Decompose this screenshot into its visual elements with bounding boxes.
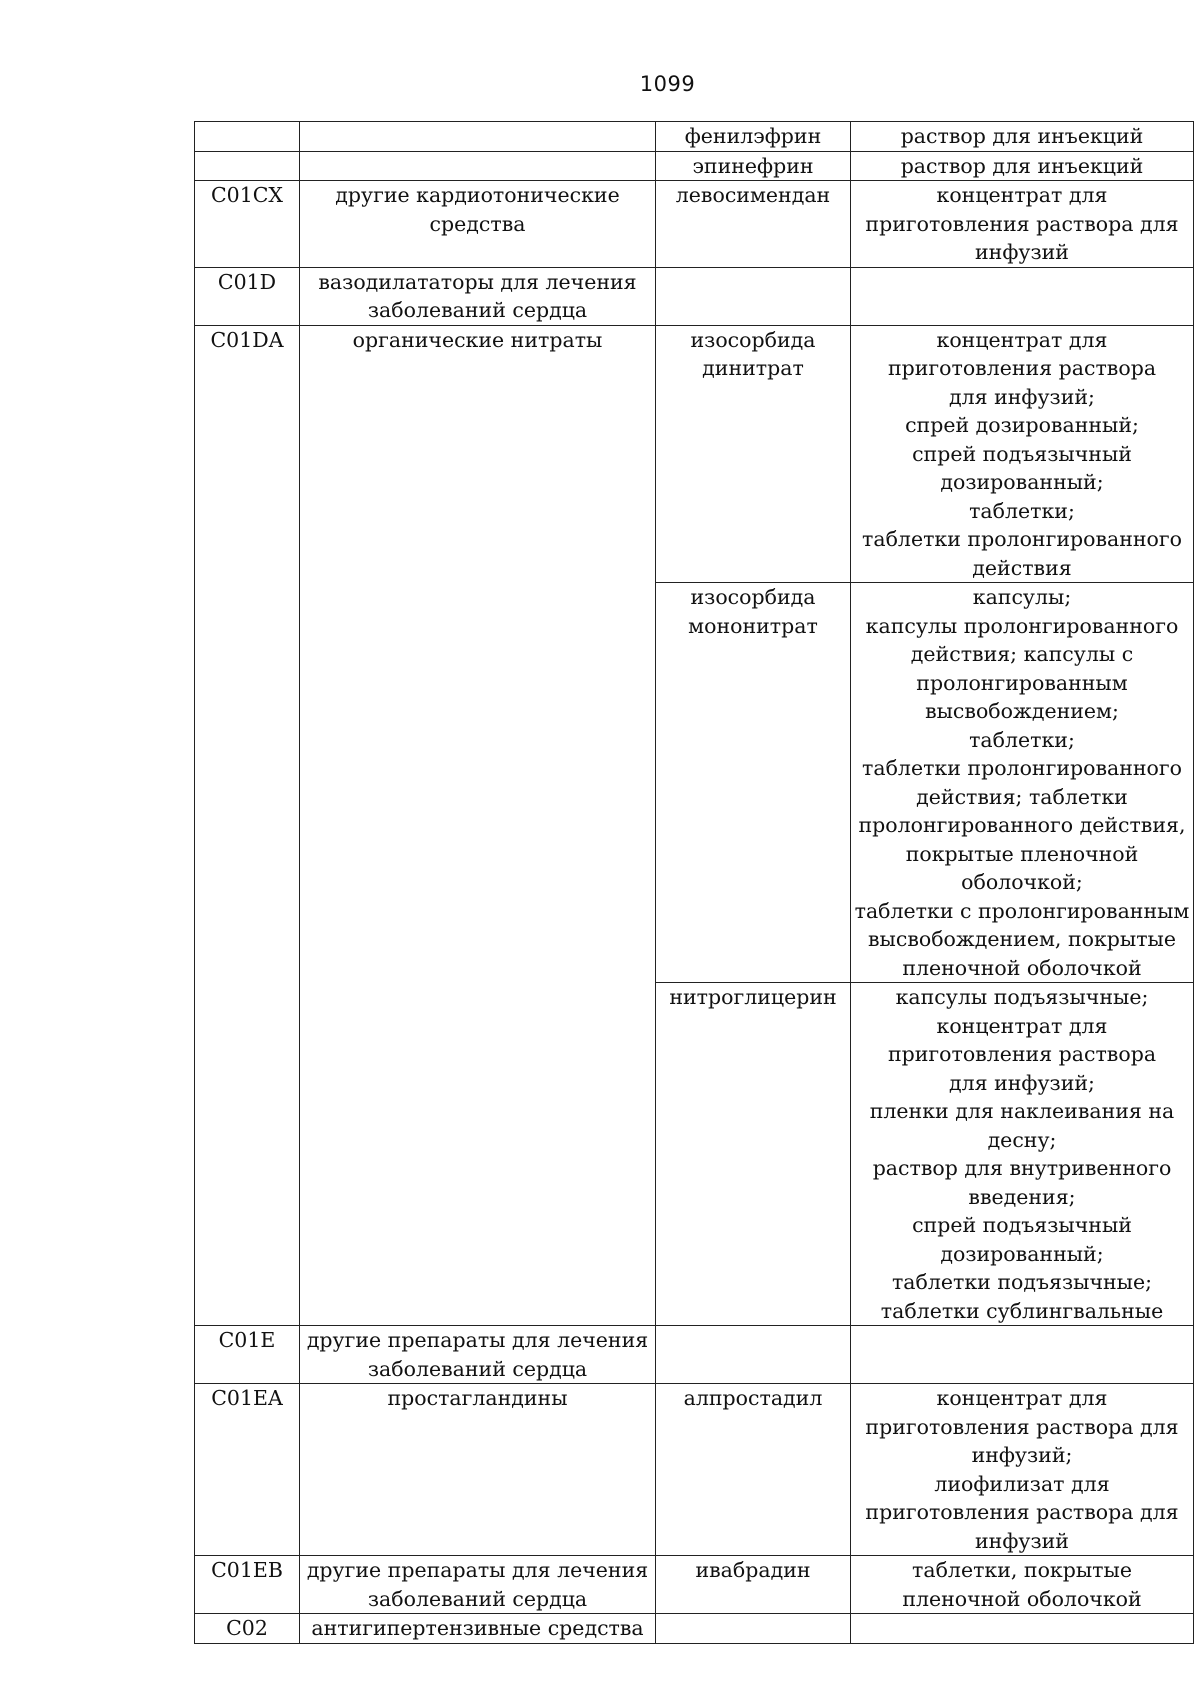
group-cell: другие препараты для лечения заболеваний сердца — [300, 1556, 656, 1614]
forms-cell — [851, 325, 1194, 583]
atc-code-cell: C01EB — [195, 1556, 300, 1614]
forms-cell — [851, 122, 1194, 152]
table-row — [195, 181, 1194, 268]
group-cell — [300, 151, 656, 181]
form-line: таблетки; — [969, 727, 1075, 752]
inn-cell: фенилэфрин — [656, 122, 851, 152]
form-line: таблетки, покрытые пленочной оболочкой — [902, 1558, 1142, 1611]
atc-code-cell: C01CX — [195, 181, 300, 268]
form-line: раствор для инъекций — [900, 153, 1144, 178]
form-line: пленки для наклеивания на десну; — [869, 1099, 1175, 1152]
inn-cell — [656, 1326, 851, 1384]
form-line: таблетки сублингвальные — [880, 1298, 1164, 1323]
table-row — [195, 1556, 1194, 1614]
table-row — [195, 267, 1194, 325]
form-line: раствор для внутривенного введения; — [872, 1156, 1172, 1209]
form-line: концентрат для приготовления раствора для инфузий — [865, 183, 1179, 264]
atc-code-cell: C01D — [195, 267, 300, 325]
table-row — [195, 151, 1194, 181]
form-line: капсулы; — [972, 585, 1072, 609]
inn-cell: изосорбида динитрат — [656, 325, 851, 583]
form-line: таблетки подъязычные; — [891, 1270, 1153, 1294]
inn-cell: ивабрадин — [656, 1556, 851, 1614]
atc-code-cell: C01E — [195, 1326, 300, 1384]
form-line: капсулы подъязычные; — [895, 985, 1149, 1009]
forms-cell — [851, 983, 1194, 1326]
form-line: таблетки с пролонгированным высвобождением, покрытые пленочной оболочкой — [854, 898, 1190, 980]
table-row — [195, 122, 1194, 152]
forms-cell — [851, 1556, 1194, 1614]
forms-cell — [851, 1384, 1194, 1556]
group-cell: другие препараты для лечения заболеваний сердца — [300, 1326, 656, 1384]
forms-cell — [851, 583, 1194, 983]
form-line: таблетки пролонгированного действия — [862, 527, 1182, 580]
inn-cell: изосорбида мононитрат — [656, 583, 851, 983]
table-row — [195, 1326, 1194, 1384]
forms-cell — [851, 181, 1194, 268]
atc-code-cell: C02 — [195, 1614, 300, 1644]
group-cell: простагландины — [300, 1384, 656, 1556]
atc-code-cell — [195, 122, 300, 152]
inn-cell — [656, 1614, 851, 1644]
form-line: капсулы пролонгированного действия; капсулы с пролонгированным высвобождением; — [865, 613, 1179, 723]
group-cell: антигипертензивные средства — [300, 1614, 656, 1644]
inn-cell: нитроглицерин — [656, 983, 851, 1326]
group-cell: органические нитраты — [300, 325, 656, 1326]
form-line: таблетки; — [969, 498, 1075, 523]
inn-cell: эпинефрин — [656, 151, 851, 181]
table-row — [195, 1384, 1194, 1556]
atc-code-cell: C01DA — [195, 325, 300, 1326]
group-cell — [300, 122, 656, 152]
table-row — [195, 325, 1194, 583]
inn-cell: алпростадил — [656, 1384, 851, 1556]
atc-code-cell — [195, 151, 300, 181]
form-line: спрей подъязычный дозированный; — [912, 1213, 1132, 1266]
form-line: концентрат для приготовления раствора для инфузий; — [865, 1386, 1179, 1467]
table-row — [195, 1614, 1194, 1644]
form-line: таблетки пролонгированного действия; таблетки пролонгированного действия, покрытые пленочной оболочкой; — [858, 756, 1186, 894]
forms-cell — [851, 151, 1194, 181]
forms-cell — [851, 1326, 1194, 1384]
form-line: концентрат для приготовления раствора — [887, 327, 1157, 380]
atc-code-cell: C01EA — [195, 1384, 300, 1556]
form-line: лиофилизат для приготовления раствора для инфузий — [865, 1471, 1179, 1553]
inn-cell: левосимендан — [656, 181, 851, 268]
form-line: спрей дозированный; — [905, 413, 1139, 437]
group-cell: другие кардиотонические средства — [300, 181, 656, 268]
form-line: для инфузий; — [949, 384, 1095, 409]
form-line: для инфузий; — [949, 1070, 1095, 1095]
drug-table — [194, 121, 1194, 1644]
page-number: 1099 — [639, 72, 696, 96]
inn-cell — [656, 267, 851, 325]
forms-cell — [851, 1614, 1194, 1644]
form-line: концентрат для приготовления раствора — [887, 1013, 1157, 1066]
group-cell: вазодилататоры для лечения заболеваний сердца — [300, 267, 656, 325]
forms-cell — [851, 267, 1194, 325]
form-line: раствор для инъекций — [900, 124, 1144, 148]
form-line: спрей подъязычный дозированный; — [912, 441, 1132, 494]
